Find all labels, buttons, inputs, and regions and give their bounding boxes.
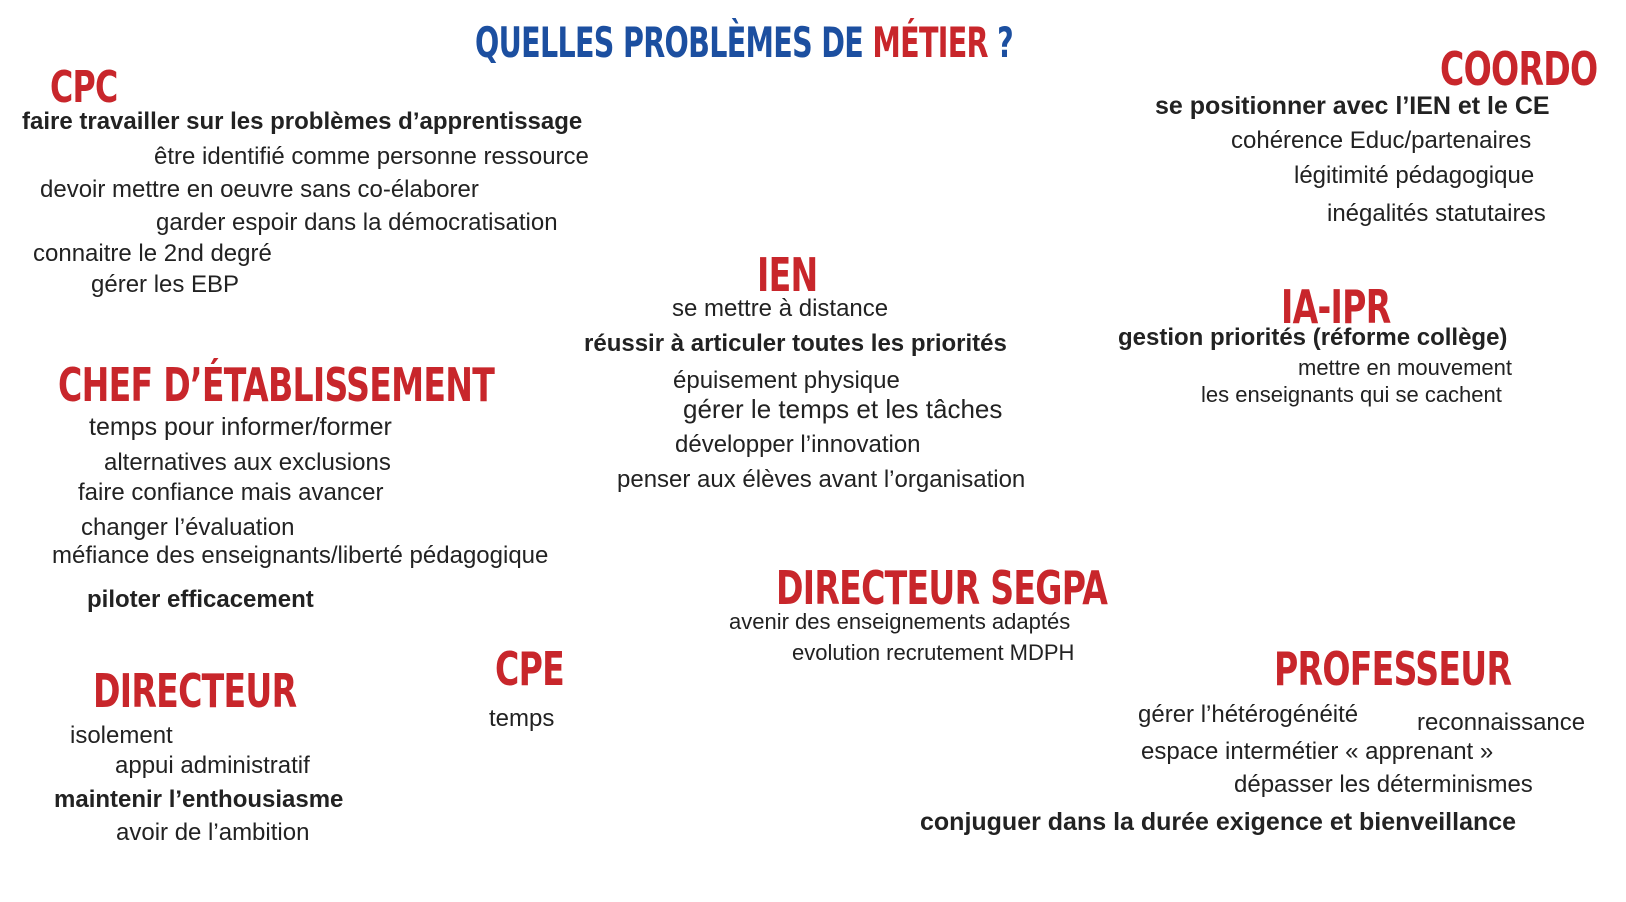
chef-item: piloter efficacement [87, 586, 314, 613]
chef-item: faire confiance mais avancer [78, 479, 384, 506]
segpa-heading: DIRECTEUR SEGPA [776, 561, 1108, 615]
ien-item: épuisement physique [673, 367, 900, 394]
iaipr-heading: IA-IPR [1281, 280, 1391, 334]
coordo-item: inégalités statutaires [1327, 200, 1546, 227]
professeur-item: gérer l’hétérogénéité [1138, 701, 1359, 728]
coordo-item: légitimité pédagogique [1294, 162, 1535, 189]
cpe-item: temps [489, 705, 555, 732]
cpc-item: connaitre le 2nd degré [33, 240, 272, 267]
professeur-item: espace intermétier « apprenant » [1141, 738, 1494, 765]
directeur-item: maintenir l’enthousiasme [54, 786, 344, 813]
professeur-item: reconnaissance [1417, 709, 1586, 736]
chef-item: temps pour informer/former [89, 413, 392, 441]
directeur-item: avoir de l’ambition [116, 819, 310, 846]
ien-item: développer l’innovation [675, 431, 921, 458]
cpc-item: devoir mettre en oeuvre sans co-élaborer [40, 176, 479, 203]
iaipr-item: les enseignants qui se cachent [1201, 382, 1502, 407]
chef-item: changer l’évaluation [81, 514, 295, 541]
title-part-2: MÉTIER [872, 18, 988, 67]
coordo-item: cohérence Educ/partenaires [1231, 127, 1532, 154]
ien-item: penser aux élèves avant l’organisation [617, 466, 1026, 493]
chef-item: méfiance des enseignants/liberté pédagogique [52, 542, 549, 569]
ien-item: réussir à articuler toutes les priorités [584, 330, 1007, 357]
title-part-1: QUELLES PROBLÈMES DE [475, 18, 873, 67]
title-part-3: ? [987, 18, 1014, 67]
cpe-heading: CPE [495, 642, 565, 696]
ien-item: gérer le temps et les tâches [683, 394, 1003, 424]
iaipr-item: mettre en mouvement [1298, 355, 1512, 380]
coordo-heading: COORDO [1440, 42, 1598, 96]
segpa-item: evolution recrutement MDPH [792, 640, 1075, 665]
cpc-heading: CPC [50, 62, 118, 113]
coordo-item: se positionner avec l’IEN et le CE [1155, 92, 1550, 120]
ien-item: se mettre à distance [672, 295, 889, 322]
directeur-item: isolement [70, 722, 173, 749]
professeur-heading: PROFESSEUR [1274, 642, 1512, 696]
ien-heading: IEN [757, 248, 818, 302]
iaipr-item: gestion priorités (réforme collège) [1118, 324, 1508, 351]
professeur-item: dépasser les déterminismes [1234, 771, 1533, 798]
chef-item: alternatives aux exclusions [104, 449, 391, 476]
cpc-item: garder espoir dans la démocratisation [156, 209, 558, 236]
chef-heading: CHEF D’ÉTABLISSEMENT [58, 358, 495, 412]
slide-title [475, 18, 1014, 67]
cpc-item: être identifié comme personne ressource [154, 143, 589, 170]
professeur-item: conjuguer dans la durée exigence et bienveillance [920, 808, 1517, 836]
cpc-item: gérer les EBP [91, 271, 240, 298]
directeur-item: appui administratif [115, 752, 310, 779]
directeur-heading: DIRECTEUR [93, 664, 297, 718]
segpa-item: avenir des enseignements adaptés [729, 609, 1071, 634]
cpc-item: faire travailler sur les problèmes d’apprentissage [22, 108, 583, 135]
